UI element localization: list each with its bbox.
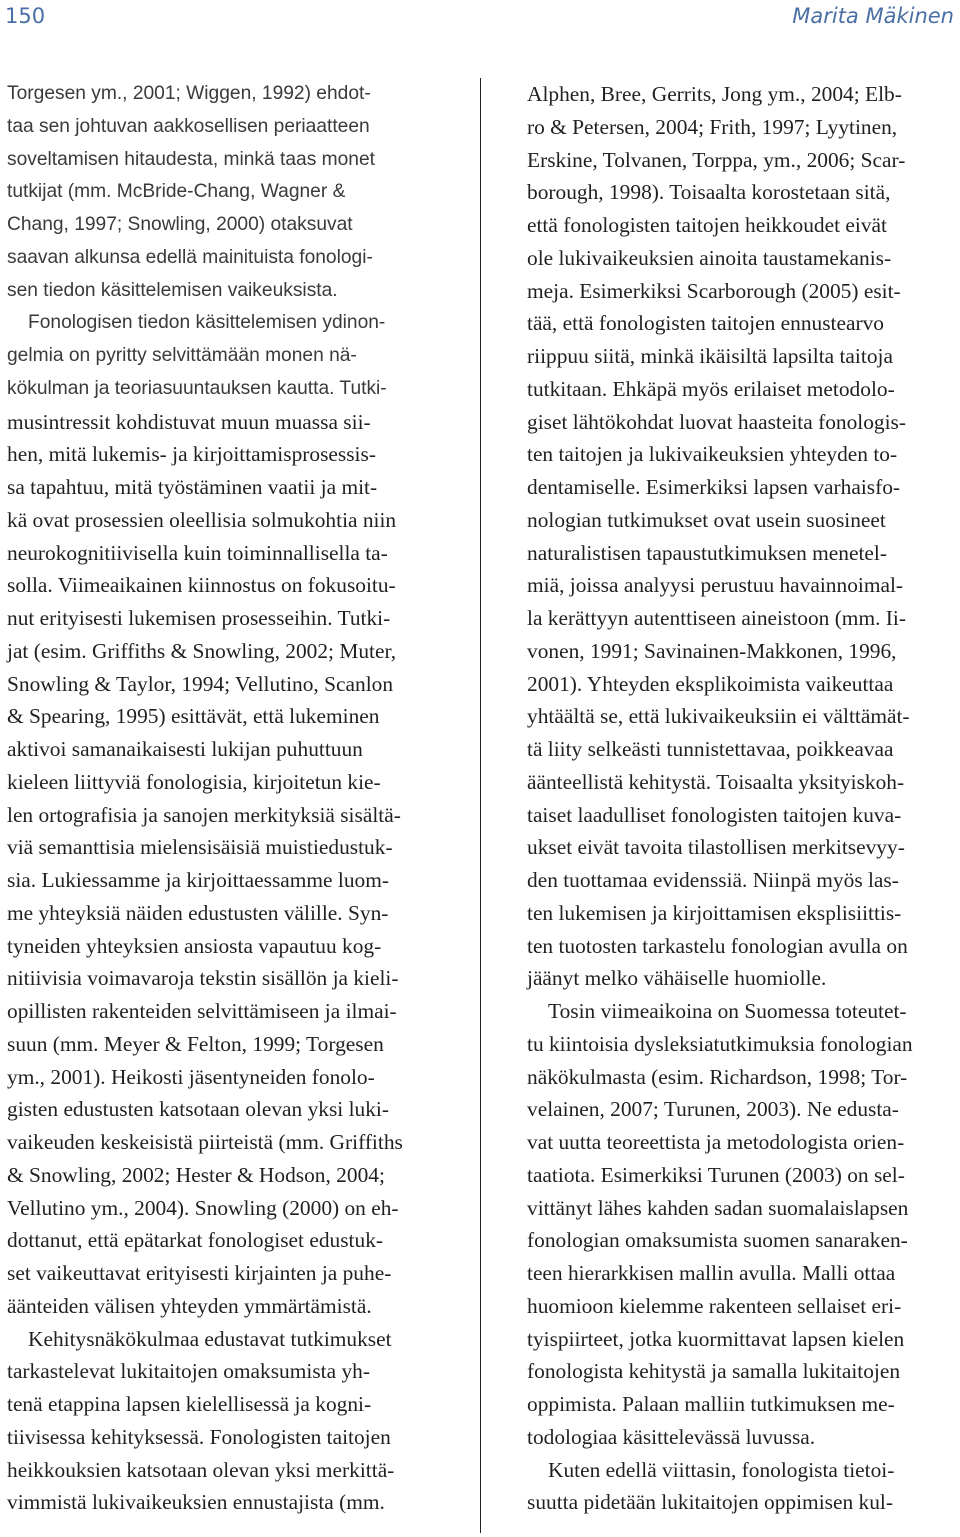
- text-line: vittänyt lähes kahden sadan suomalaislapsen: [527, 1195, 909, 1220]
- text-line: äänteellistä kehitystä. Toisaalta yksityiskoh-: [527, 769, 905, 794]
- text-line: ten taitojen ja lukivaikeuksien yhteyden to-: [527, 442, 898, 467]
- text-line: opillisten rakenteiden selvittämiseen ja ilmai-: [7, 999, 397, 1023]
- text-line: taatiota. Esimerkiksi Turunen (2003) on sel-: [527, 1162, 905, 1187]
- text-line: fonologian omaksumista suomen sanaraken-: [527, 1228, 908, 1253]
- column-divider: [480, 78, 481, 1533]
- text-line: että fonologisten taitojen heikkoudet eivät: [527, 213, 887, 237]
- text-line: giset lähtökohdat luovat haasteita fonologis-: [527, 409, 907, 434]
- text-line: heikkouksien katsotaan olevan yksi merkittä-: [7, 1457, 395, 1482]
- text-line: Tosin viimeaikoina on Suomessa toteutet-: [548, 999, 907, 1023]
- text-line: ten lukemisen ja kirjoittamisen eksplisiittis-: [527, 900, 902, 925]
- text-line: Snowling & Taylor, 1994; Vellutino, Scanlon: [7, 671, 394, 696]
- text-line: riippuu siitä, minkä ikäisiltä lapsilta taitoja: [527, 344, 893, 368]
- text-line: la kerättyyn autenttiseen aineistoon (mm. Ii-: [527, 606, 906, 630]
- text-line: dottanut, että epätarkat fonologiset edustuk-: [7, 1228, 384, 1253]
- text-line: taa sen johtuvan aakkosellisen periaatteen: [7, 115, 370, 137]
- text-line: meja. Esimerkiksi Scarborough (2005) esit-: [527, 278, 901, 303]
- text-line: fonologista kehitystä ja samalla lukitaitojen: [527, 1359, 901, 1384]
- text-line: dentamiselle. Esimerkiksi lapsen varhaisfo-: [527, 475, 901, 499]
- text-line: Chang, 1997; Snowling, 2000) otaksuvat: [7, 214, 353, 235]
- text-line: yhtäältä se, että lukivaikeuksiin ei välttämät-: [527, 704, 910, 729]
- text-line: jat (esim. Griffiths & Snowling, 2002; Muter,: [7, 638, 397, 663]
- text-line: tyispiirteet, jotka kuormittavat lapsen kielen: [527, 1326, 905, 1351]
- page-number: 150: [5, 4, 46, 28]
- text-line: neurokognitiivisella kuin toiminnallisella ta-: [7, 540, 388, 565]
- text-line: tu kiintoisia dysleksiatutkimuksia fonologian: [527, 1031, 913, 1056]
- text-line: teen hierarkkisen mallin avulla. Malli ottaa: [527, 1261, 896, 1285]
- text-line: jäänyt melko vähäiselle huomiolle.: [527, 966, 827, 991]
- author-name: Marita Mäkinen: [792, 4, 954, 28]
- text-line: gelmia on pyritty selvittämään monen nä-: [7, 345, 357, 366]
- left-text-column: [7, 78, 435, 1519]
- text-line: naturalistisen tapaustutkimuksen menetel-: [527, 540, 887, 565]
- text-line: borough, 1998). Toisaalta korostetaan sitä,: [527, 180, 891, 205]
- text-line: ten tuotosten tarkastelu fonologian avulla on: [527, 933, 908, 958]
- text-line: tutkijat (mm. McBride-Chang, Wagner &: [7, 181, 346, 203]
- text-line: gisten edustusten katsotaan olevan yksi luki-: [7, 1097, 389, 1122]
- text-line: todologiaa käsittelevässä luvussa.: [527, 1424, 816, 1449]
- text-line: näkökulmasta (esim. Richardson, 1998; Tor-: [527, 1064, 908, 1089]
- text-line: len ortografisia ja sanojen merkityksiä sisältä-: [7, 802, 401, 827]
- text-line: tä liity selkeästi tunnistettavaa, poikkeavaa: [527, 737, 894, 761]
- text-line: nut erityisesti lukemisen prosesseihin. Tutki-: [7, 606, 391, 630]
- text-line: sia. Lukiessamme ja kirjoittaessamme luom-: [7, 868, 389, 892]
- text-line: vaikeuden keskeisistä piirteistä (mm. Griffiths: [7, 1130, 403, 1154]
- text-line: set vaikeuttavat erityisesti kirjainten ja puhe-: [7, 1261, 392, 1285]
- text-line: Kuten edellä viittasin, fonologista tietoi-: [548, 1457, 895, 1482]
- text-line: vonen, 1991; Savinainen-Makkonen, 1996,: [527, 638, 897, 663]
- text-line: suun (mm. Meyer & Felton, 1999; Torgesen: [7, 1031, 384, 1056]
- text-line: tarkastelevat lukitaitojen omaksumista yh-: [7, 1359, 370, 1384]
- text-line: & Snowling, 2002; Hester & Hodson, 2004;: [7, 1162, 385, 1187]
- text-line: ukset eivät tavoita tilastollisen merkitsevyy-: [527, 835, 905, 860]
- text-line: viä semanttisia mielensisäisiä muistiedustuk-: [7, 835, 393, 860]
- text-line: Erskine, Tolvanen, Torppa, ym., 2006; Scar-: [527, 147, 906, 172]
- text-line: Torgesen ym., 2001; Wiggen, 1992) ehdot-: [7, 83, 371, 104]
- text-line: nitiivisia voimavaroja tekstin sisällön ja kieli-: [7, 966, 399, 991]
- text-line: suutta pidetään lukitaitojen oppimisen kul-: [527, 1490, 893, 1515]
- running-header: [0, 0, 960, 40]
- text-line: taiset laadulliset fonologisten taitojen kuva-: [527, 802, 902, 827]
- text-line: 2001). Yhteyden eksplikoimista vaikeuttaa: [527, 671, 894, 696]
- text-line: sa tapahtuu, mitä työstäminen vaatii ja mit-: [7, 475, 378, 499]
- text-line: huomioon kielemme rakenteen sellaiset eri-: [527, 1293, 902, 1318]
- text-line: kökulman ja teoriasuuntauksen kautta. Tutki-: [7, 377, 387, 399]
- text-line: musintressit kohdistuvat muun muassa sii-: [7, 409, 371, 434]
- text-line: velainen, 2007; Turunen, 2003). Ne edusta-: [527, 1097, 899, 1122]
- text-line: vat uutta teoreettista ja metodologista orien-: [527, 1130, 905, 1154]
- text-line: tiivisessa kehityksessä. Fonologisten taitojen: [7, 1424, 391, 1449]
- text-line: & Spearing, 1995) esittävät, että lukeminen: [7, 704, 380, 729]
- text-line: miä, joissa analyysi perustuu havainnoimal-: [527, 573, 904, 598]
- text-line: oppimista. Palaan malliin tutkimuksen me-: [527, 1392, 895, 1416]
- text-line: ro & Petersen, 2004; Frith, 1997; Lyytinen,: [527, 114, 898, 139]
- right-text-column: [527, 78, 955, 1519]
- text-line: tenä etappina lapsen kielellisessä ja kogni-: [7, 1392, 372, 1416]
- text-line: solla. Viimeaikainen kiinnostus on fokusoitu-: [7, 573, 396, 598]
- text-line: sen tiedon käsittelemisen vaikeuksista.: [7, 279, 338, 301]
- text-line: tutkitaan. Ehkäpä myös erilaiset metodolo-: [527, 376, 895, 401]
- text-line: Vellutino ym., 2004). Snowling (2000) on eh-: [7, 1195, 399, 1220]
- text-line: Alphen, Bree, Gerrits, Jong ym., 2004; Elb-: [527, 82, 902, 106]
- text-line: me yhteyksiä näiden edustusten välille. Syn-: [7, 900, 389, 925]
- text-line: den tuottamaa evidenssiä. Niinpä myös las-: [527, 868, 899, 892]
- text-line: tyneiden yhteyksien ansiosta vapautuu kog-: [7, 933, 382, 958]
- text-line: aktivoi samanaikaisesti lukijan puhuttuun: [7, 737, 363, 761]
- text-line: äänteiden välisen yhteyden ymmärtämistä.: [7, 1293, 372, 1318]
- text-line: kä ovat prosessien oleellisia solmukohtia niin: [7, 507, 397, 532]
- text-line: kieleen liittyviä fonologisia, kirjoitetun kie-: [7, 769, 381, 794]
- text-line: Kehitysnäkökulmaa edustavat tutkimukset: [28, 1326, 392, 1351]
- text-line: tää, että fonologisten taitojen ennustearvo: [527, 311, 884, 336]
- text-line: vimmistä lukivaikeuksien ennustajista (mm.: [7, 1490, 385, 1515]
- text-line: ole lukivaikeuksien ainoita taustamekanis-: [527, 245, 892, 270]
- text-line: soveltamisen hitaudesta, minkä taas monet: [7, 148, 375, 170]
- text-line: hen, mitä lukemis- ja kirjoittamisprosessis-: [7, 442, 376, 467]
- text-line: ym., 2001). Heikosti jäsentyneiden fonolo-: [7, 1064, 375, 1089]
- text-line: saavan alkunsa edellä mainituista fonologi-: [7, 246, 373, 268]
- text-line: Fonologisen tiedon käsittelemisen ydinon-: [28, 312, 386, 334]
- text-line: nologian tutkimukset ovat usein suosineet: [527, 507, 886, 532]
